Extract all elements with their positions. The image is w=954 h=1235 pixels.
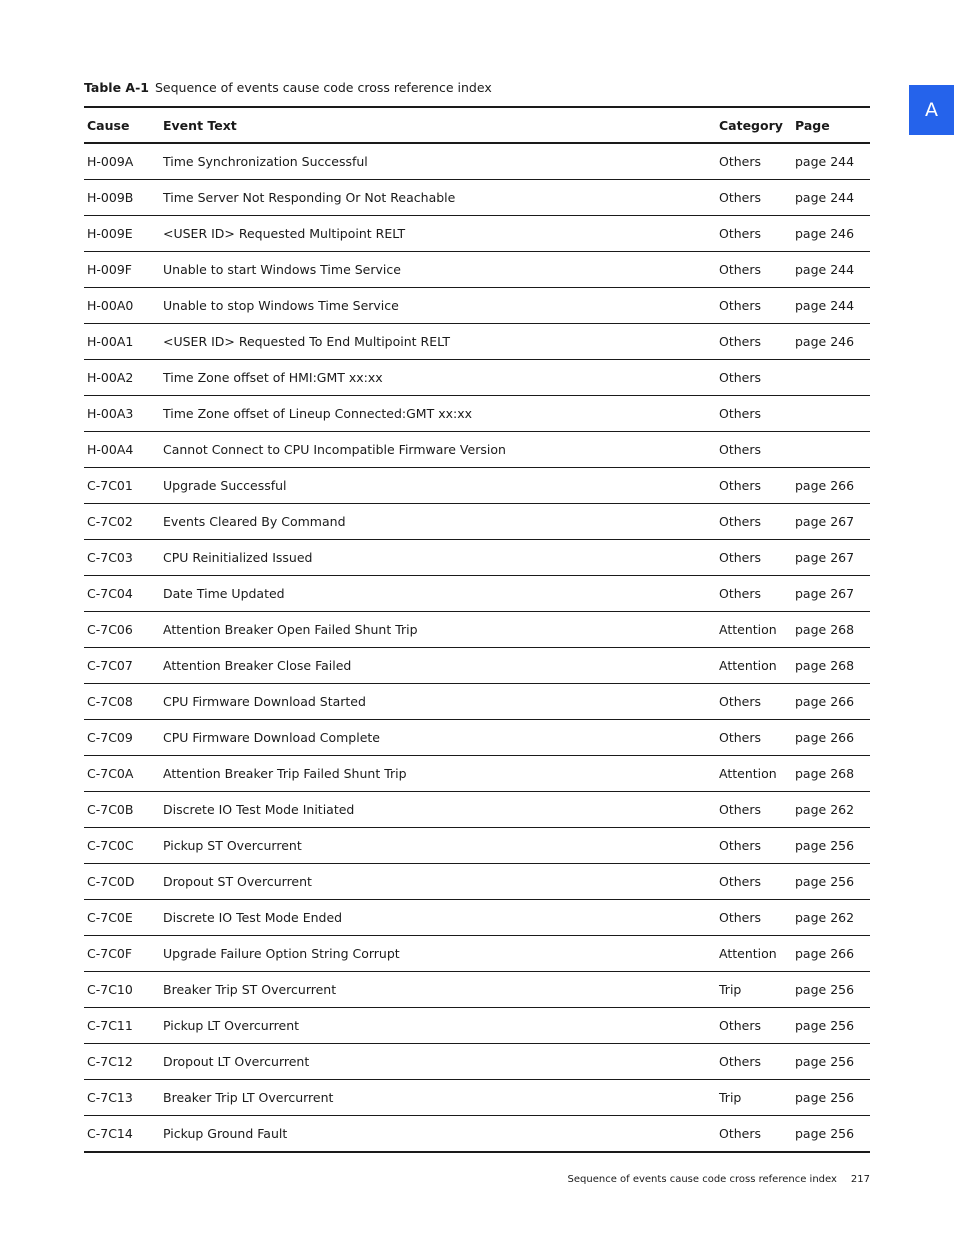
header-event-text: Event Text	[160, 107, 716, 143]
table-row	[84, 324, 870, 360]
cell-cause: H-009F	[84, 252, 160, 288]
cell-page-ref: page 267	[792, 576, 870, 612]
cell-cause: C-7C02	[84, 504, 160, 540]
cell-cause: C-7C03	[84, 540, 160, 576]
header-cause: Cause	[84, 107, 160, 143]
cell-event-text: CPU Firmware Download Started	[160, 684, 716, 720]
cell-page-ref: page 256	[792, 1044, 870, 1080]
cell-event-text: Dropout LT Overcurrent	[160, 1044, 716, 1080]
cell-page-ref: page 256	[792, 864, 870, 900]
cell-page-ref: page 256	[792, 972, 870, 1008]
cell-cause: H-00A2	[84, 360, 160, 396]
table-row	[84, 720, 870, 756]
cause-code-table	[84, 106, 870, 1153]
cell-event-text: Upgrade Successful	[160, 468, 716, 504]
cell-cause: C-7C0D	[84, 864, 160, 900]
cell-cause: H-00A0	[84, 288, 160, 324]
table-row	[84, 1080, 870, 1116]
section-tab-marker	[909, 85, 954, 135]
cell-page-ref: page 266	[792, 936, 870, 972]
cell-page-ref: page 266	[792, 684, 870, 720]
table-row	[84, 612, 870, 648]
cell-cause: C-7C06	[84, 612, 160, 648]
cell-category: Others	[716, 360, 792, 396]
cell-event-text: Pickup LT Overcurrent	[160, 1008, 716, 1044]
cell-category: Trip	[716, 972, 792, 1008]
cell-page-ref: page 268	[792, 648, 870, 684]
cell-cause: C-7C08	[84, 684, 160, 720]
table-row	[84, 648, 870, 684]
cell-cause: C-7C0B	[84, 792, 160, 828]
cell-category: Others	[716, 540, 792, 576]
table-caption	[84, 80, 492, 96]
page-footer	[568, 1173, 870, 1187]
table-row	[84, 396, 870, 432]
cell-page-ref: page 266	[792, 468, 870, 504]
cell-cause: C-7C01	[84, 468, 160, 504]
footer-page-number: 217	[850, 1174, 870, 1185]
cell-page-ref: page 244	[792, 252, 870, 288]
cell-event-text: Time Synchronization Successful	[160, 143, 716, 180]
header-category: Category	[716, 107, 792, 143]
cell-category: Others	[716, 143, 792, 180]
cell-category: Others	[716, 252, 792, 288]
cell-page-ref	[792, 432, 870, 468]
cell-category: Others	[716, 432, 792, 468]
cell-category: Others	[716, 216, 792, 252]
cell-page-ref: page 262	[792, 900, 870, 936]
cell-cause: C-7C07	[84, 648, 160, 684]
cell-event-text: Discrete IO Test Mode Initiated	[160, 792, 716, 828]
cell-category: Others	[716, 504, 792, 540]
cell-page-ref: page 256	[792, 1080, 870, 1116]
table-row	[84, 864, 870, 900]
table-row	[84, 432, 870, 468]
cell-event-text: CPU Firmware Download Complete	[160, 720, 716, 756]
cell-category: Others	[716, 324, 792, 360]
cell-category: Others	[716, 720, 792, 756]
cell-event-text: Upgrade Failure Option String Corrupt	[160, 936, 716, 972]
cell-event-text: Unable to stop Windows Time Service	[160, 288, 716, 324]
cell-event-text: Cannot Connect to CPU Incompatible Firmware Version	[160, 432, 716, 468]
cell-page-ref: page 262	[792, 792, 870, 828]
table-caption-label: Table A-1	[84, 80, 149, 95]
table-header	[84, 107, 870, 143]
cell-page-ref: page 266	[792, 720, 870, 756]
cell-cause: C-7C0C	[84, 828, 160, 864]
cell-cause: C-7C10	[84, 972, 160, 1008]
cell-event-text: <USER ID> Requested Multipoint RELT	[160, 216, 716, 252]
cell-event-text: Attention Breaker Close Failed	[160, 648, 716, 684]
table-caption-title: Sequence of events cause code cross reference index	[154, 80, 492, 95]
table-row	[84, 180, 870, 216]
cell-cause: C-7C09	[84, 720, 160, 756]
section-tab-letter: A	[925, 99, 938, 121]
cell-category: Attention	[716, 648, 792, 684]
table-row	[84, 540, 870, 576]
cell-category: Others	[716, 1116, 792, 1153]
cell-category: Others	[716, 288, 792, 324]
cell-page-ref: page 268	[792, 612, 870, 648]
cell-event-text: Dropout ST Overcurrent	[160, 864, 716, 900]
table-row	[84, 360, 870, 396]
cell-category: Others	[716, 864, 792, 900]
cell-event-text: Date Time Updated	[160, 576, 716, 612]
cell-page-ref	[792, 396, 870, 432]
cell-category: Trip	[716, 1080, 792, 1116]
cell-category: Others	[716, 828, 792, 864]
cell-event-text: Breaker Trip LT Overcurrent	[160, 1080, 716, 1116]
table-row	[84, 972, 870, 1008]
cell-cause: H-009B	[84, 180, 160, 216]
cell-category: Others	[716, 1008, 792, 1044]
cell-page-ref: page 256	[792, 1116, 870, 1153]
table-row	[84, 143, 870, 180]
cell-event-text: <USER ID> Requested To End Multipoint RELT	[160, 324, 716, 360]
table-row	[84, 468, 870, 504]
table-row	[84, 576, 870, 612]
cell-event-text: Unable to start Windows Time Service	[160, 252, 716, 288]
cell-page-ref	[792, 360, 870, 396]
cell-category: Attention	[716, 756, 792, 792]
cell-event-text: CPU Reinitialized Issued	[160, 540, 716, 576]
cell-category: Attention	[716, 936, 792, 972]
table-row	[84, 936, 870, 972]
cell-category: Others	[716, 684, 792, 720]
cell-cause: C-7C14	[84, 1116, 160, 1153]
table-row	[84, 1008, 870, 1044]
cell-cause: H-00A1	[84, 324, 160, 360]
table-row	[84, 288, 870, 324]
cell-event-text: Attention Breaker Trip Failed Shunt Trip	[160, 756, 716, 792]
cell-category: Others	[716, 180, 792, 216]
cell-event-text: Time Zone offset of HMI:GMT xx:xx	[160, 360, 716, 396]
cell-category: Others	[716, 576, 792, 612]
table-row	[84, 756, 870, 792]
table-row	[84, 792, 870, 828]
cell-event-text: Events Cleared By Command	[160, 504, 716, 540]
cell-page-ref: page 246	[792, 324, 870, 360]
cell-cause: C-7C13	[84, 1080, 160, 1116]
cell-cause: C-7C0A	[84, 756, 160, 792]
table-row	[84, 684, 870, 720]
cell-cause: C-7C11	[84, 1008, 160, 1044]
table-row	[84, 216, 870, 252]
cell-event-text: Breaker Trip ST Overcurrent	[160, 972, 716, 1008]
cell-category: Others	[716, 900, 792, 936]
cell-event-text: Pickup ST Overcurrent	[160, 828, 716, 864]
cell-event-text: Attention Breaker Open Failed Shunt Trip	[160, 612, 716, 648]
table-row	[84, 1044, 870, 1080]
cell-event-text: Time Zone offset of Lineup Connected:GMT xx:xx	[160, 396, 716, 432]
cell-page-ref: page 244	[792, 143, 870, 180]
table-body	[84, 143, 870, 1152]
cell-category: Others	[716, 1044, 792, 1080]
cell-page-ref: page 244	[792, 288, 870, 324]
cell-page-ref: page 244	[792, 180, 870, 216]
table-row	[84, 900, 870, 936]
table-row	[84, 252, 870, 288]
cell-page-ref: page 268	[792, 756, 870, 792]
cell-event-text: Discrete IO Test Mode Ended	[160, 900, 716, 936]
cell-page-ref: page 267	[792, 504, 870, 540]
cell-page-ref: page 246	[792, 216, 870, 252]
cell-cause: C-7C0F	[84, 936, 160, 972]
cell-page-ref: page 267	[792, 540, 870, 576]
cell-cause: H-00A3	[84, 396, 160, 432]
cell-page-ref: page 256	[792, 1008, 870, 1044]
cell-cause: C-7C0E	[84, 900, 160, 936]
footer-section-title: Sequence of events cause code cross reference index	[567, 1174, 837, 1185]
cell-event-text: Time Server Not Responding Or Not Reachable	[160, 180, 716, 216]
cell-cause: H-00A4	[84, 432, 160, 468]
cell-category: Others	[716, 792, 792, 828]
table-row	[84, 504, 870, 540]
cell-category: Others	[716, 396, 792, 432]
cell-cause: H-009E	[84, 216, 160, 252]
cell-cause: C-7C12	[84, 1044, 160, 1080]
cell-category: Attention	[716, 612, 792, 648]
table-row	[84, 828, 870, 864]
header-page: Page	[792, 107, 870, 143]
cell-page-ref: page 256	[792, 828, 870, 864]
cell-cause: C-7C04	[84, 576, 160, 612]
table-header-row	[84, 107, 870, 143]
cell-category: Others	[716, 468, 792, 504]
table-row	[84, 1116, 870, 1153]
cell-cause: H-009A	[84, 143, 160, 180]
cell-event-text: Pickup Ground Fault	[160, 1116, 716, 1153]
